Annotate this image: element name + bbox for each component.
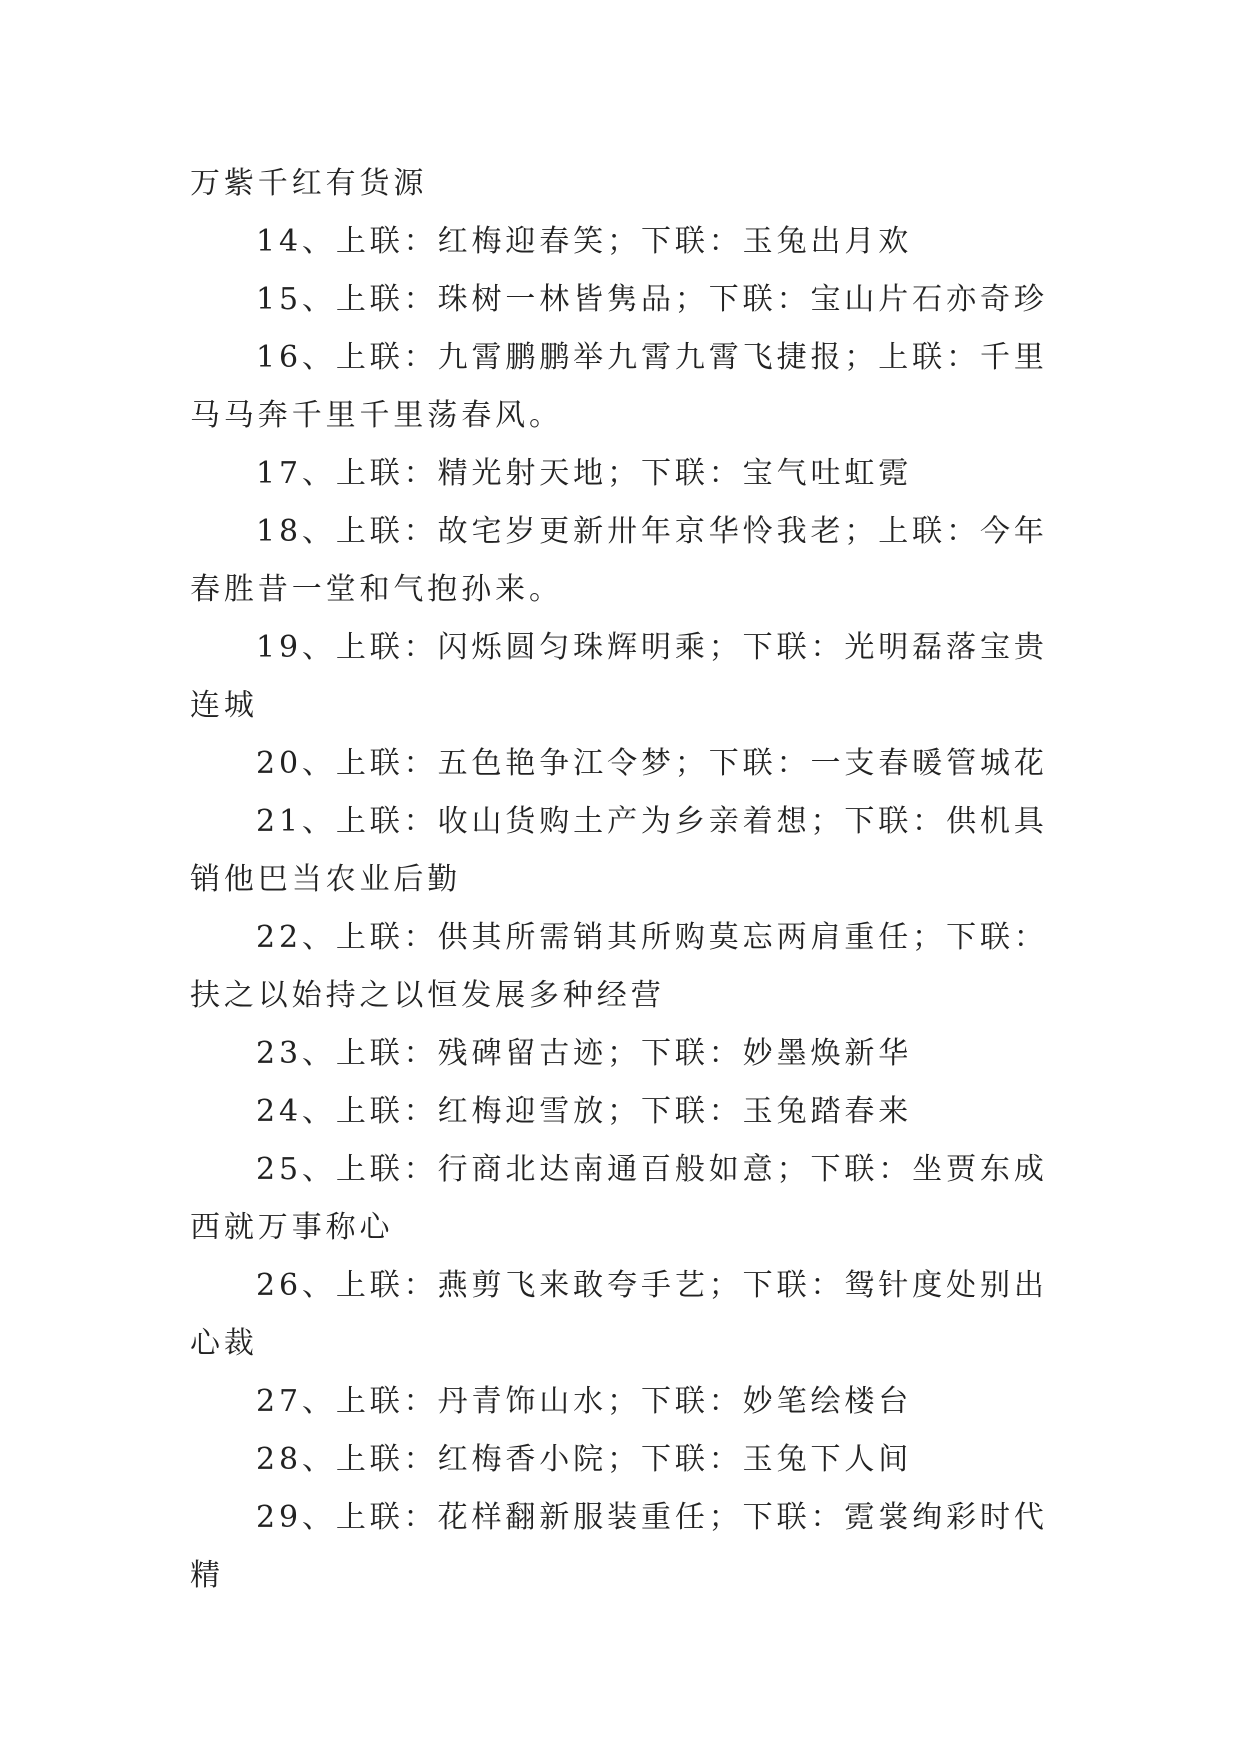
paragraph: 15、上联：珠树一林皆隽品；下联：宝山片石亦奇珍 bbox=[256, 282, 1048, 317]
paragraph: 24、上联：红梅迎雪放；下联：玉兔踏春来 bbox=[256, 1094, 913, 1129]
paragraph: 18、上联：故宅岁更新卅年京华怜我老；上联：今年春胜昔一堂和气抱孙来。 bbox=[190, 514, 1048, 607]
paragraph: 22、上联：供其所需销其所购莫忘两肩重任；下联：扶之以始持之以恒发展多种经营 bbox=[190, 920, 1048, 1013]
paragraph: 26、上联：燕剪飞来敢夸手艺；下联：鸳针度处别出心裁 bbox=[190, 1268, 1048, 1361]
paragraph: 14、上联：红梅迎春笑；下联：玉兔出月欢 bbox=[256, 224, 913, 259]
paragraph: 17、上联：精光射天地；下联：宝气吐虹霓 bbox=[256, 456, 913, 491]
paragraph: 万紫千红有货源 bbox=[190, 166, 428, 201]
paragraph: 16、上联：九霄鹏鹏举九霄九霄飞捷报；上联：千里马马奔千里千里荡春风。 bbox=[190, 340, 1048, 433]
paragraph: 28、上联：红梅香小院；下联：玉兔下人间 bbox=[256, 1442, 913, 1477]
paragraph: 21、上联：收山货购土产为乡亲着想；下联：供机具销他巴当农业后勤 bbox=[190, 804, 1048, 897]
paragraph: 19、上联：闪烁圆匀珠辉明乘；下联：光明磊落宝贵连城 bbox=[190, 630, 1048, 723]
paragraph: 23、上联：残碑留古迹；下联：妙墨焕新华 bbox=[256, 1036, 913, 1071]
paragraph: 29、上联：花样翻新服装重任；下联：霓裳绚彩时代精 bbox=[190, 1500, 1048, 1593]
paragraph: 27、上联：丹青饰山水；下联：妙笔绘楼台 bbox=[256, 1384, 913, 1419]
paragraph: 25、上联：行商北达南通百般如意；下联：坐贾东成西就万事称心 bbox=[190, 1152, 1048, 1245]
paragraph: 20、上联：五色艳争江令梦；下联：一支春暖管城花 bbox=[256, 746, 1048, 781]
document-body bbox=[190, 155, 1050, 1605]
